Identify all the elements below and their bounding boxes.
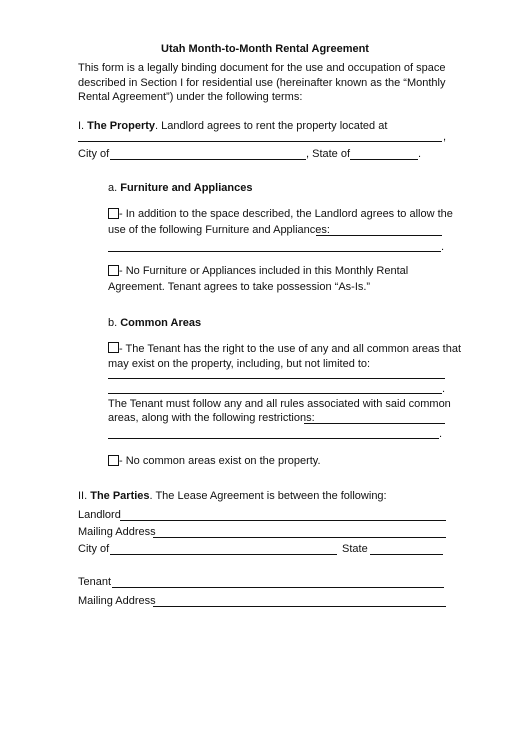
restrictions-period: . [439,428,443,440]
property-address-field[interactable] [78,141,442,142]
landlord-state-field[interactable] [370,554,443,555]
furniture-included-text: - In addition to the space described, the Landlord agrees to allow the [119,208,453,220]
landlord-name-field[interactable] [120,520,446,521]
restrictions-field[interactable] [304,423,445,424]
intro-paragraph: This form is a legally binding document for the use and occupation of space described in Section I for residential use (hereinafter known as the “Monthly Rental Agreement”) under the following terms: [78,62,446,103]
property-state-label: , State of [306,148,351,160]
no-common-areas-checkbox[interactable] [108,455,119,466]
furniture-included-text-2: use of the following Furniture and Appliances: [108,224,330,236]
landlord-mailing-label: Mailing Address [78,526,156,538]
parties-heading: II. The Parties. The Lease Agreement is between the following: [78,490,387,502]
common-areas-checkbox[interactable] [108,342,119,353]
landlord-state-label: State [342,543,368,555]
landlord-city-label: City of [78,543,110,555]
no-furniture-text: - No Furniture or Appliances included in this Monthly Rental [119,265,409,277]
common-areas-rules-text: The Tenant must follow any and all rules associated with said common [108,398,451,410]
furniture-heading: a. Furniture and Appliances [108,182,253,194]
common-areas-list-period: . [442,383,446,395]
tenant-label: Tenant [78,576,112,588]
property-city-field[interactable] [110,159,306,160]
common-areas-heading: b. Common Areas [108,317,202,329]
document-title: Utah Month-to-Month Rental Agreement [161,43,369,55]
common-areas-text-2: may exist on the property, including, but not limited to: [108,358,371,370]
landlord-city-field[interactable] [110,554,337,555]
common-areas-list-field[interactable] [108,378,445,379]
common-areas-text: - The Tenant has the right to the use of any and all common areas that [119,343,462,355]
common-areas-rules-text-2: areas, along with the following restrictions: [108,412,315,424]
property-state-field[interactable] [350,159,418,160]
tenant-mailing-field[interactable] [153,606,446,607]
furniture-list-period: . [441,241,445,253]
tenant-mailing-label: Mailing Address [78,595,156,607]
landlord-mailing-field[interactable] [153,537,446,538]
tenant-name-field[interactable] [112,587,444,588]
property-heading: I. The Property. Landlord agrees to rent the property located at [78,120,388,132]
no-common-areas-text: - No common areas exist on the property. [119,455,321,467]
no-furniture-checkbox[interactable] [108,265,119,276]
furniture-list-field-2[interactable] [108,251,441,252]
property-address-comma: , [443,131,447,143]
common-areas-list-field-2[interactable] [108,393,442,394]
furniture-included-checkbox[interactable] [108,208,119,219]
landlord-label: Landlord [78,509,121,521]
restrictions-field-2[interactable] [108,438,439,439]
property-state-period: . [418,148,422,160]
property-city-label: City of [78,148,110,160]
furniture-list-field[interactable] [316,235,442,236]
no-furniture-text-2: Agreement. Tenant agrees to take possession “As-Is.” [108,281,371,293]
